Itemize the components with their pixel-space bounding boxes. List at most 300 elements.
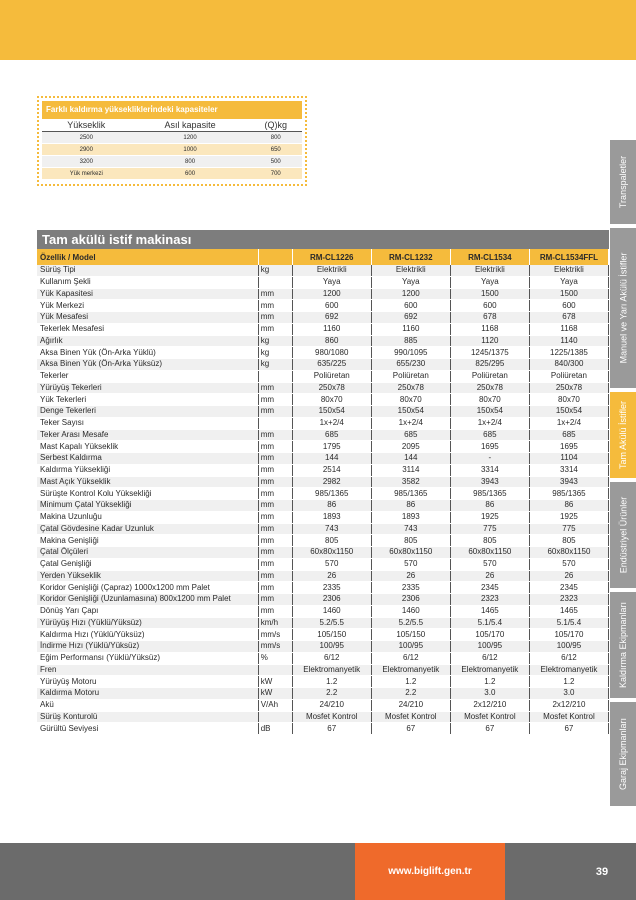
capacity-cell: Yük merkezi <box>42 168 131 180</box>
spec-unit: mm <box>258 323 292 335</box>
spec-value: Poliüretan <box>371 370 450 382</box>
spec-value: 685 <box>529 429 608 441</box>
spec-value: 3314 <box>529 464 608 476</box>
spec-unit: mm <box>258 406 292 418</box>
spec-row <box>37 617 609 629</box>
spec-value: 26 <box>371 570 450 582</box>
spec-value: 990/1095 <box>371 347 450 359</box>
spec-unit: mm <box>258 312 292 324</box>
spec-feature: Yük Merkezi <box>37 300 258 312</box>
spec-value: 2514 <box>292 464 371 476</box>
spec-row <box>37 370 609 382</box>
spec-unit: kg <box>258 359 292 371</box>
spec-unit: mm <box>258 441 292 453</box>
spec-unit: kg <box>258 335 292 347</box>
spec-value: 840/300 <box>529 359 608 371</box>
spec-feature: Sürüşte Kontrol Kolu Yüksekliği <box>37 488 258 500</box>
spec-value: 5.1/5.4 <box>450 617 529 629</box>
spec-value: 1893 <box>371 511 450 523</box>
spec-value: 5.2/5.5 <box>292 617 371 629</box>
spec-value: 1500 <box>450 288 529 300</box>
spec-feature: Gürültü Seviyesi <box>37 723 258 735</box>
spec-value: 60x80x1150 <box>450 547 529 559</box>
spec-row <box>37 711 609 723</box>
spec-value: 2345 <box>450 582 529 594</box>
spec-value: 6/12 <box>371 652 450 664</box>
spec-value: 1925 <box>529 511 608 523</box>
spec-value: 105/150 <box>292 629 371 641</box>
spec-value: 100/95 <box>371 641 450 653</box>
spec-header-unit <box>258 249 292 265</box>
spec-value: 1168 <box>529 323 608 335</box>
spec-row <box>37 629 609 641</box>
spec-value: 2306 <box>371 594 450 606</box>
spec-row <box>37 347 609 359</box>
spec-feature: Kullanım Şekli <box>37 276 258 288</box>
spec-row <box>37 382 609 394</box>
side-tab[interactable] <box>610 140 636 224</box>
capacity-cell: 600 <box>131 168 250 180</box>
spec-value: 1.2 <box>371 676 450 688</box>
side-tab-label: Garaj Ekipmanları <box>618 717 628 791</box>
spec-value: 5.1/5.4 <box>529 617 608 629</box>
spec-value: 2335 <box>371 582 450 594</box>
spec-feature: Minimum Çatal Yüksekliği <box>37 500 258 512</box>
spec-value: Poliüretan <box>529 370 608 382</box>
spec-unit: mm <box>258 582 292 594</box>
spec-value: 743 <box>292 523 371 535</box>
spec-value: 805 <box>450 535 529 547</box>
spec-value: 570 <box>529 558 608 570</box>
spec-value: 86 <box>529 500 608 512</box>
spec-value: 1465 <box>529 605 608 617</box>
spec-value: Mosfet Kontrol <box>529 711 608 723</box>
spec-value: 250x78 <box>292 382 371 394</box>
spec-value: 2x12/210 <box>450 699 529 711</box>
spec-value: 1893 <box>292 511 371 523</box>
side-tab[interactable] <box>610 702 636 806</box>
spec-value: 1925 <box>450 511 529 523</box>
spec-row <box>37 652 609 664</box>
spec-value: 3.0 <box>529 688 608 700</box>
capacity-body <box>42 132 302 180</box>
spec-value: 1200 <box>292 288 371 300</box>
spec-value: Elektromanyetik <box>292 664 371 676</box>
spec-row <box>37 488 609 500</box>
spec-value: 2982 <box>292 476 371 488</box>
spec-value: 2095 <box>371 441 450 453</box>
spec-value: 1168 <box>450 323 529 335</box>
spec-value: Mosfet Kontrol <box>371 711 450 723</box>
spec-value: 1460 <box>371 605 450 617</box>
spec-row <box>37 676 609 688</box>
spec-value: 1.2 <box>529 676 608 688</box>
spec-value: 1500 <box>529 288 608 300</box>
spec-value: 1x+2/4 <box>371 417 450 429</box>
spec-value: 805 <box>529 535 608 547</box>
spec-row <box>37 464 609 476</box>
spec-header-model: RM-CL1232 <box>371 249 450 265</box>
spec-value: Yaya <box>292 276 371 288</box>
spec-value: 685 <box>450 429 529 441</box>
spec-value: 678 <box>529 312 608 324</box>
spec-unit: mm <box>258 605 292 617</box>
side-tab[interactable] <box>610 482 636 588</box>
spec-row <box>37 323 609 335</box>
spec-unit: mm <box>258 453 292 465</box>
spec-feature: Fren <box>37 664 258 676</box>
spec-value: 250x78 <box>450 382 529 394</box>
spec-value: 24/210 <box>292 699 371 711</box>
spec-value: 2345 <box>529 582 608 594</box>
capacity-cell: 500 <box>250 156 302 168</box>
spec-value: 3314 <box>450 464 529 476</box>
spec-value: Elektrikli <box>371 265 450 276</box>
spec-row <box>37 582 609 594</box>
capacity-box <box>37 96 307 186</box>
spec-row <box>37 605 609 617</box>
spec-row <box>37 476 609 488</box>
spec-value: 743 <box>371 523 450 535</box>
spec-title: Tam akülü istif makinası <box>37 230 609 249</box>
spec-unit: kg <box>258 347 292 359</box>
spec-value: 1695 <box>529 441 608 453</box>
spec-row <box>37 723 609 735</box>
spec-value: Poliüretan <box>450 370 529 382</box>
spec-value: 1795 <box>292 441 371 453</box>
spec-value: 67 <box>292 723 371 735</box>
spec-row <box>37 641 609 653</box>
spec-unit: mm <box>258 523 292 535</box>
spec-row <box>37 359 609 371</box>
spec-value: 67 <box>529 723 608 735</box>
spec-value: 6/12 <box>292 652 371 664</box>
spec-value: 1120 <box>450 335 529 347</box>
side-tab-label: Endüstriyel Ürünler <box>618 496 628 574</box>
spec-row <box>37 535 609 547</box>
spec-value: 985/1365 <box>371 488 450 500</box>
spec-row <box>37 688 609 700</box>
spec-row <box>37 441 609 453</box>
spec-header-model: RM-CL1534 <box>450 249 529 265</box>
spec-row <box>37 335 609 347</box>
spec-unit: mm/s <box>258 629 292 641</box>
spec-value: 1160 <box>292 323 371 335</box>
spec-value: 1245/1375 <box>450 347 529 359</box>
spec-value: 3943 <box>529 476 608 488</box>
spec-feature: Serbest Kaldırma <box>37 453 258 465</box>
capacity-cell: 1000 <box>131 144 250 156</box>
spec-row <box>37 570 609 582</box>
spec-feature: Akü <box>37 699 258 711</box>
spec-value: 860 <box>292 335 371 347</box>
spec-feature: Yürüyüş Motoru <box>37 676 258 688</box>
spec-value: 1x+2/4 <box>292 417 371 429</box>
spec-feature: Dönüş Yarı Çapı <box>37 605 258 617</box>
spec-feature: Makina Genişliği <box>37 535 258 547</box>
spec-value: 80x70 <box>529 394 608 406</box>
spec-value: Mosfet Kontrol <box>292 711 371 723</box>
spec-value: 2x12/210 <box>529 699 608 711</box>
spec-unit: mm <box>258 382 292 394</box>
spec-value: 1465 <box>450 605 529 617</box>
spec-value: 144 <box>292 453 371 465</box>
spec-value: 5.2/5.5 <box>371 617 450 629</box>
spec-value: 150x54 <box>450 406 529 418</box>
spec-value: 150x54 <box>292 406 371 418</box>
spec-value: 1225/1385 <box>529 347 608 359</box>
spec-value: 685 <box>292 429 371 441</box>
spec-row <box>37 288 609 300</box>
spec-value: 685 <box>371 429 450 441</box>
spec-value: 250x78 <box>529 382 608 394</box>
spec-unit: % <box>258 652 292 664</box>
spec-feature: Denge Tekerleri <box>37 406 258 418</box>
spec-feature: Eğim Performansı (Yüklü/Yüksüz) <box>37 652 258 664</box>
spec-header-model: RM-CL1534FFL <box>529 249 608 265</box>
spec-value: Yaya <box>529 276 608 288</box>
spec-unit: mm <box>258 429 292 441</box>
spec-feature: Sürüş Konturolü <box>37 711 258 723</box>
spec-value: 67 <box>450 723 529 735</box>
spec-row <box>37 300 609 312</box>
spec-unit: mm <box>258 500 292 512</box>
spec-value: 600 <box>371 300 450 312</box>
spec-value: 60x80x1150 <box>371 547 450 559</box>
spec-feature: Mast Kapalı Yükseklik <box>37 441 258 453</box>
spec-value: 1x+2/4 <box>450 417 529 429</box>
capacity-cell: 3200 <box>42 156 131 168</box>
side-tab[interactable] <box>610 592 636 698</box>
spec-value: 600 <box>529 300 608 312</box>
spec-unit <box>258 664 292 676</box>
spec-value: 100/95 <box>292 641 371 653</box>
spec-row <box>37 312 609 324</box>
spec-feature: Tekerlek Mesafesi <box>37 323 258 335</box>
spec-value: 250x78 <box>371 382 450 394</box>
spec-unit: mm <box>258 535 292 547</box>
spec-table <box>37 249 609 735</box>
spec-value: 2323 <box>529 594 608 606</box>
spec-unit: mm <box>258 288 292 300</box>
spec-value: 60x80x1150 <box>529 547 608 559</box>
spec-row <box>37 594 609 606</box>
spec-value: 655/230 <box>371 359 450 371</box>
spec-row <box>37 547 609 559</box>
spec-feature: Yük Mesafesi <box>37 312 258 324</box>
spec-header-row <box>37 249 609 265</box>
spec-value: Mosfet Kontrol <box>450 711 529 723</box>
spec-value: 2.2 <box>292 688 371 700</box>
spec-value: 600 <box>450 300 529 312</box>
spec-value: 6/12 <box>529 652 608 664</box>
side-tab-label: Transpaletler <box>618 155 629 209</box>
spec-value: 1.2 <box>292 676 371 688</box>
spec-feature: Ağırlık <box>37 335 258 347</box>
spec-feature: Mast Açık Yükseklik <box>37 476 258 488</box>
footer-url[interactable]: www.biglift.gen.tr <box>355 843 505 900</box>
spec-value: 86 <box>450 500 529 512</box>
spec-feature: Sürüş Tipi <box>37 265 258 276</box>
spec-unit: mm <box>258 511 292 523</box>
spec-value: 105/150 <box>371 629 450 641</box>
capacity-header: Yükseklik <box>42 119 131 132</box>
spec-value: 26 <box>450 570 529 582</box>
spec-value: 2323 <box>450 594 529 606</box>
spec-value: - <box>450 453 529 465</box>
capacity-table <box>42 119 302 180</box>
spec-value: 980/1080 <box>292 347 371 359</box>
spec-value: 570 <box>450 558 529 570</box>
spec-value: 105/170 <box>529 629 608 641</box>
spec-value: 26 <box>292 570 371 582</box>
side-tab[interactable] <box>610 228 636 388</box>
spec-row <box>37 406 609 418</box>
spec-value: 678 <box>450 312 529 324</box>
spec-value: 3582 <box>371 476 450 488</box>
spec-feature: Yerden Yükseklik <box>37 570 258 582</box>
spec-row <box>37 453 609 465</box>
spec-value: 775 <box>450 523 529 535</box>
spec-feature: Aksa Binen Yük (Ön-Arka Yüksüz) <box>37 359 258 371</box>
spec-value: 1140 <box>529 335 608 347</box>
page-number: 39 <box>595 865 609 878</box>
spec-unit: mm <box>258 594 292 606</box>
spec-feature: Tekerler <box>37 370 258 382</box>
spec-unit: mm <box>258 476 292 488</box>
capacity-cell: 800 <box>250 132 302 144</box>
capacity-row <box>42 132 302 144</box>
spec-value: 805 <box>371 535 450 547</box>
spec-feature: Koridor Genişliği (Çapraz) 1000x1200 mm Palet <box>37 582 258 594</box>
spec-value: 24/210 <box>371 699 450 711</box>
spec-feature: Yük Tekerleri <box>37 394 258 406</box>
spec-value: 100/95 <box>450 641 529 653</box>
capacity-row <box>42 144 302 156</box>
spec-header-feature: Özellik / Model <box>37 249 258 265</box>
spec-unit <box>258 370 292 382</box>
spec-value: 600 <box>292 300 371 312</box>
spec-row <box>37 699 609 711</box>
top-band <box>0 0 636 60</box>
spec-header-model: RM-CL1226 <box>292 249 371 265</box>
spec-unit: V/Ah <box>258 699 292 711</box>
spec-value: 1695 <box>450 441 529 453</box>
spec-row <box>37 523 609 535</box>
spec-unit: mm <box>258 547 292 559</box>
spec-value: 105/170 <box>450 629 529 641</box>
spec-value: 60x80x1150 <box>292 547 371 559</box>
spec-row <box>37 394 609 406</box>
spec-row <box>37 429 609 441</box>
spec-value: 692 <box>292 312 371 324</box>
spec-row <box>37 558 609 570</box>
spec-row <box>37 276 609 288</box>
spec-unit: kW <box>258 676 292 688</box>
spec-value: Yaya <box>371 276 450 288</box>
spec-value: 1200 <box>371 288 450 300</box>
spec-unit <box>258 276 292 288</box>
spec-row <box>37 265 609 276</box>
spec-value: 3.0 <box>450 688 529 700</box>
spec-value: 570 <box>292 558 371 570</box>
spec-value: 775 <box>529 523 608 535</box>
spec-row <box>37 511 609 523</box>
spec-value: 67 <box>371 723 450 735</box>
spec-unit: mm <box>258 300 292 312</box>
spec-value: 2335 <box>292 582 371 594</box>
spec-value: 692 <box>371 312 450 324</box>
capacity-cell: 800 <box>131 156 250 168</box>
spec-value: 1x+2/4 <box>529 417 608 429</box>
spec-value: 86 <box>292 500 371 512</box>
spec-value: 1460 <box>292 605 371 617</box>
spec-feature: Aksa Binen Yük (Ön-Arka Yüklü) <box>37 347 258 359</box>
spec-unit: dB <box>258 723 292 735</box>
spec-feature: Yürüyüş Hızı (Yüklü/Yüksüz) <box>37 617 258 629</box>
spec-value: Elektrikli <box>292 265 371 276</box>
capacity-header: Asıl kapasite <box>131 119 250 132</box>
capacity-row <box>42 168 302 180</box>
spec-value: 100/95 <box>529 641 608 653</box>
capacity-cell: 650 <box>250 144 302 156</box>
spec-value: 1.2 <box>450 676 529 688</box>
spec-feature: İndirme Hızı (Yüklü/Yüksüz) <box>37 641 258 653</box>
spec-unit <box>258 417 292 429</box>
side-tab[interactable] <box>610 392 636 478</box>
spec-value: Elektromanyetik <box>371 664 450 676</box>
spec-feature: Yük Kapasitesi <box>37 288 258 300</box>
spec-feature: Kaldırma Motoru <box>37 688 258 700</box>
spec-unit: kW <box>258 688 292 700</box>
spec-value: Yaya <box>450 276 529 288</box>
spec-value: 86 <box>371 500 450 512</box>
spec-value: 6/12 <box>450 652 529 664</box>
spec-row <box>37 664 609 676</box>
spec-unit: mm <box>258 570 292 582</box>
spec-unit: mm/s <box>258 641 292 653</box>
spec-feature: Çatal Gövdesine Kadar Uzunluk <box>37 523 258 535</box>
spec-feature: Teker Arası Mesafe <box>37 429 258 441</box>
spec-value: Elektrikli <box>529 265 608 276</box>
spec-value: 635/225 <box>292 359 371 371</box>
spec-value: 805 <box>292 535 371 547</box>
spec-value: 150x54 <box>529 406 608 418</box>
spec-feature: Çatal Ölçüleri <box>37 547 258 559</box>
footer-bar <box>0 843 636 900</box>
capacity-cell: 2900 <box>42 144 131 156</box>
spec-row <box>37 500 609 512</box>
spec-value: 985/1365 <box>450 488 529 500</box>
spec-feature: Yürüyüş Tekerleri <box>37 382 258 394</box>
spec-value: 825/295 <box>450 359 529 371</box>
spec-unit: mm <box>258 394 292 406</box>
spec-feature: Koridor Genişliği (Uzunlamasına) 800x1200 mm Palet <box>37 594 258 606</box>
spec-value: 985/1365 <box>292 488 371 500</box>
spec-value: 26 <box>529 570 608 582</box>
spec-unit: mm <box>258 558 292 570</box>
side-tab-label: Tam Akülü İstifler <box>618 400 628 470</box>
spec-unit: kg <box>258 265 292 276</box>
spec-feature: Makina Uzunluğu <box>37 511 258 523</box>
spec-value: 80x70 <box>292 394 371 406</box>
spec-feature: Çatal Genişliği <box>37 558 258 570</box>
spec-body <box>37 265 609 735</box>
spec-value: 80x70 <box>450 394 529 406</box>
spec-row <box>37 417 609 429</box>
spec-value: 3943 <box>450 476 529 488</box>
spec-value: Poliüretan <box>292 370 371 382</box>
